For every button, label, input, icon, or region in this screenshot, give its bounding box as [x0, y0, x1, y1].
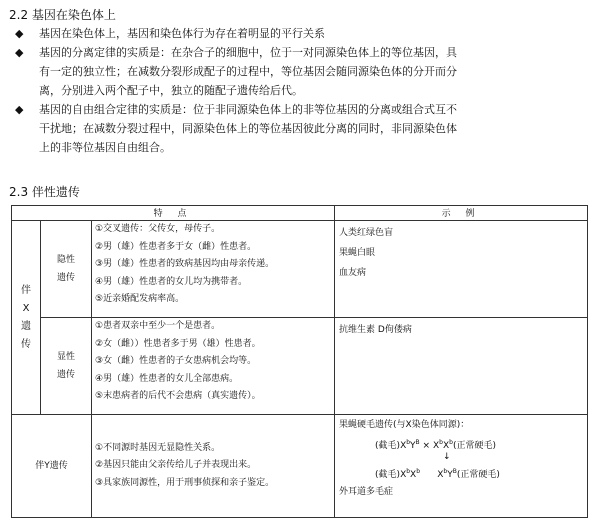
dominant-label: 显性遗传: [41, 318, 92, 415]
diamond-bullet-icon: ◆: [15, 27, 24, 40]
section-22-title: 2.2 基因在染色体上: [9, 8, 116, 22]
bullet-line: 基因的分离定律的实质是：在杂合子的细胞中，位于一对同源染色体上的等位基因，具: [39, 46, 457, 59]
dominant-examples: [335, 318, 588, 415]
diamond-bullet-icon: ◆: [15, 103, 24, 116]
example-line: 果蝇白眼: [339, 248, 376, 258]
bullet-line: 离，分别进入两个配子中，独立的随配子遗传给后代。: [39, 84, 303, 97]
header-example: 示 例: [335, 206, 588, 221]
dominant-features: [92, 318, 335, 415]
x-linked-label: 伴X遗传: [12, 221, 41, 415]
bullet-line: 基因在染色体上，基因和染色体行为存在着明显的平行关系: [39, 27, 325, 40]
diamond-bullet-icon: ◆: [15, 46, 24, 59]
bullet-line: 基因的自由组合定律的实质是：位于非同源染色体上的非等位基因的分离或组合式互不: [39, 103, 457, 116]
feature-line: ①不同源时基因无显隐性关系。: [95, 442, 221, 453]
example-line: 人类红绿色盲: [339, 228, 394, 238]
feature-line: ①交叉遗传：父传女，母传子。: [95, 224, 221, 234]
example-line: 外耳道多毛症: [339, 487, 394, 497]
feature-line: ①患者双亲中至少一个是患者。: [95, 321, 221, 331]
y-linked-features: [92, 415, 335, 518]
feature-line: ⑤近亲婚配发病率高。: [95, 294, 185, 304]
cross-offspring: (截毛)$X^bX^b$ $X^bY^B$(正常硬毛): [375, 468, 500, 480]
feature-line: ③男（雄）性患者的致病基因均由母亲传递。: [95, 259, 275, 269]
recessive-examples: [335, 221, 588, 318]
bullet-line: 上的非等位基因自由组合。: [39, 141, 171, 154]
feature-line: ⑤末患病者的后代不会患病（真实遗传）。: [95, 391, 261, 401]
y-linked-label: 伴Y遗传: [12, 415, 92, 518]
feature-line: ②男（雄）性患者多于女（雌）性患者。: [95, 241, 257, 252]
feature-line: ④男（雄）性患者的女儿全部患病。: [95, 373, 239, 384]
y-linked-examples: [335, 415, 588, 518]
example-line: 血友病: [339, 268, 367, 278]
feature-line: ④男（雄）性患者的女儿均为携带者。: [95, 276, 248, 287]
cross-arrow-icon: ↓: [443, 452, 451, 462]
bullet-line: 干扰地；在减数分裂过程中，同源染色体上的等位基因彼此分离的同时，非同源染色体: [39, 122, 457, 135]
cross-parents: (截毛)$X^bY^B \times X^bX^b$(正常硬毛): [375, 439, 496, 451]
example-title: 果蝇硬毛遗传(与X染色体同源)：: [339, 420, 470, 430]
header-feature: 特 点: [12, 206, 335, 221]
feature-line: ②基因只能由父亲传给儿子并表现出来。: [95, 460, 257, 471]
feature-line: ③具家族同源性，用于刑事侦探和亲子鉴定。: [95, 477, 275, 488]
sex-linked-table: [11, 205, 588, 518]
recessive-features: [92, 221, 335, 318]
feature-line: ②女（雌））性患者多于男（雄）性患者。: [95, 338, 261, 349]
section-23-title: 2.3 伴性遗传: [9, 185, 80, 199]
feature-line: ③女（雌）性患者的子女患病机会均等。: [95, 356, 257, 366]
recessive-label: 隐性遗传: [41, 221, 92, 318]
example-line: 抗维生素 D佝偻病: [339, 325, 412, 335]
bullet-line: 有一定的独立性；在减数分裂形成配子的过程中，等位基因会随同源染色体的分开而分: [39, 65, 457, 78]
